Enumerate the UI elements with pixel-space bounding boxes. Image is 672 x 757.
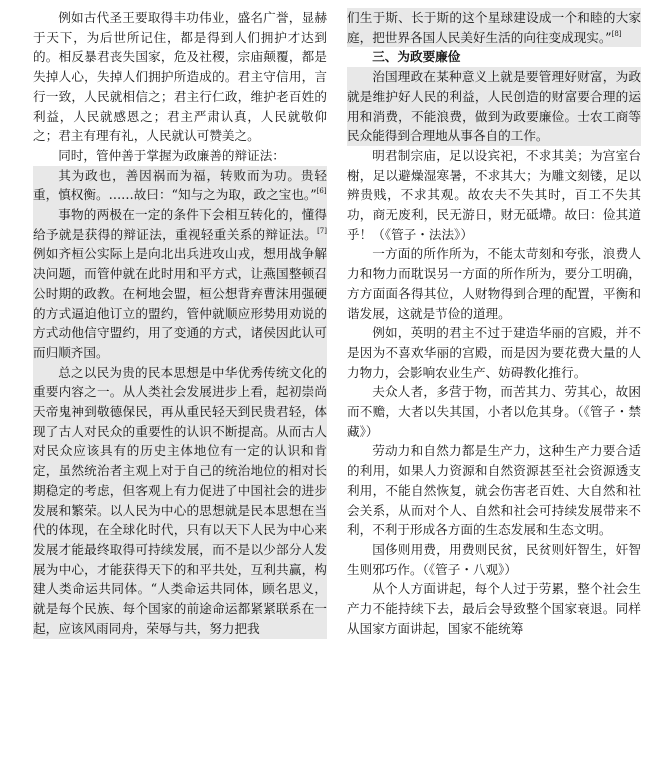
citation-marker: [6] [316, 187, 327, 196]
body-paragraph: 劳动力和自然力都是生产力，这种生产力要合适的利用，如果人力资源和自然资源甚至社会资源透支利用，不能自然恢复，就会伤害老百姓、大自然和社会关系，从而对个人、自然和社会可持续发展带来不利，不利于形成各方面的生态发展和生态文明。 [347, 443, 641, 538]
paragraph-text: 例如齐桓公实际上是向北出兵进攻山戎，想用战争解决问题，而管仲就在此时用和平方式，让燕国整顿召公时期的政教。在柯地会盟，桓公想背弃曹沫用强硬的方式逼迫他订立的盟约，管仲就顺应形势用劝说的方式动他信守盟约，用了变通的方式，诸侯因此认可而归顺齐国。 [33, 246, 327, 360]
body-paragraph: 一方面的所作所为，不能太苛刻和夸张，浪费人力和物力而耽误另一方面的所作所为，要分工明确，方方面面各得其位，人财物得到合理的配置，平衡和谐发展，这就是节俭的道理。 [347, 246, 641, 321]
quote-text: 其为政也，善因祸而为福，转败而为功。贵轻重，慎权衡。……故曰：“知与之为取，政之宝也。” [33, 167, 327, 203]
citation-marker: [7] [317, 226, 327, 235]
paragraph-text: 们生于斯、长于斯的这个星球建设成一个和睦的大家庭，把世界各国人民美好生活的向往变成现实。” [347, 10, 641, 45]
paragraph-text: 事物的两极在一定的条件下会相互转化的，懂得给予就是获得的辩证法，重视轻重关系的辩证法。 [33, 207, 327, 242]
body-paragraph: 总之以民为贵的民本思想是中华优秀传统文化的重要内容之一。从人类社会发展进步上看，起初崇尚天帝鬼神到敬德保民，再从重民轻天到民贵君轻，体现了古人对民众的重要性的认识不断提高。从而古人对民众应该具有的历史主体地位有一定的认识和肯定，虽然统治者主观上对于自己的统治地位的相对长期稳定的考虑，但客观上有力促进了中国社会的进步发展和繁荣。以人民为中心的思想就是民本思想在当代的体现，在全球化时代，只有以天下人民为中心来发展才能最终取得可持续发展，而不是以少部分人发展为中心，才能获得天下的和平共处，互利共赢，构建人类命运共同体。“人类命运共同体，顾名思义，就是每个民族、每个国家的前途命运都紧紧联系在一起，应该风雨同舟，荣辱与共，努力把我 [33, 363, 327, 639]
body-paragraph [33, 205, 327, 363]
body-paragraph: 例如古代圣王要取得丰功伟业，盛名广誉，显赫于天下，为后世所记住，都是得到人们拥护才达到的。相反暴君丧失国家，危及社稷，宗庙颠覆，都是失掉人心，失掉人们拥护所造成的。君主守信用，言行一致，人民就相信之；君主行仁政，维护老百姓的利益，人民就感恩之；君主严肃认真，人民就敬仰之；君主有理有礼，人民就认可赞美之。 [33, 10, 327, 144]
body-paragraph: 从个人方面讲起，每个人过于劳累，整个社会生产力不能持续下去，最后会导致整个国家衰退。同样从国家方面讲起，国家不能统筹 [347, 581, 641, 636]
body-paragraph: 同时，管仲善于掌握为政廉善的辩证法： [58, 147, 285, 163]
body-paragraph: 例如，英明的君主不过于建造华丽的宫殿，并不是因为不喜欢华丽的宫殿，而是因为要花费大量的人力物力，会影响农业生产、妨碍教化推行。 [347, 325, 641, 380]
body-paragraph: 治国理政在某种意义上就是要管理好财富，为政就是维护好人民的利益，人民创造的财富要合理的运用和消费，不能浪费，做到为政要廉俭。士农工商等民众能得到合理地从事各自的工作。 [347, 67, 641, 146]
left-column [33, 8, 327, 639]
quotation-block: 夫众人者，多营于物，而苦其力、劳其心，故困而不赡，大者以失其国，小者以危其身。（《管子・禁藏》） [347, 384, 641, 439]
quotation-block: 明君制宗庙，足以设宾祀，不求其美；为宫室台榭，足以避燥湿寒暑，不求其大；为雕文刻镂，足以辨贵贱，不求其观。故农夫不失其时，百工不失其功，商无废利，民无游日，财无砥墆。故曰：俭其道乎！（《管子・法法》） [347, 147, 641, 242]
citation-marker: [8] [611, 29, 622, 38]
quotation-block [33, 166, 327, 205]
right-column [347, 8, 641, 639]
section-heading: 三、为政要廉俭 [372, 49, 461, 65]
quotation-block: 国侈则用费，用费则民贫，民贫则奸智生，奸智生则邪巧作。（《管子・八观》） [347, 541, 641, 577]
body-paragraph [347, 8, 641, 47]
